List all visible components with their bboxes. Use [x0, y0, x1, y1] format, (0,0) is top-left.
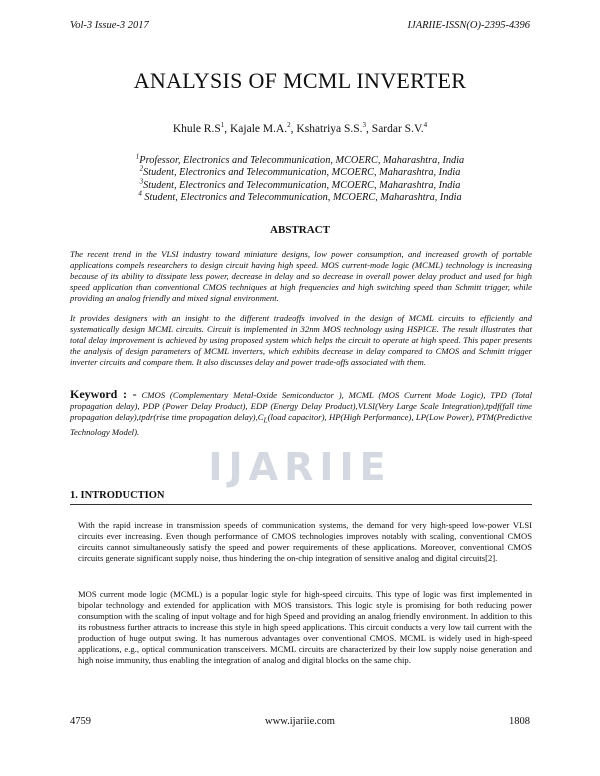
keywords-subscript: L: [263, 417, 268, 426]
affiliation-list: [0, 152, 600, 205]
keywords-text: CMOS (Complementary Metal-Oxide Semiconductor ), MCML (MOS Current Mode Logic), TPD (Total propagation delay), PDP (Power Delay Product), EDP (Energy Delay Product),VLSI(Very Large Scale Integration),tpdf(fall time propagation delay),tpdr(rise time propagation delay),C: [70, 390, 532, 423]
footer-page-number: 1808: [509, 716, 530, 727]
author-sup: 1: [220, 121, 225, 130]
author-name: Kshatriya S.S.: [296, 123, 363, 135]
journal-watermark: IJARIIE: [208, 445, 392, 489]
abstract-heading: ABSTRACT: [270, 224, 330, 236]
header-issn: IJARIIE-ISSN(O)-2395-4396: [407, 20, 530, 31]
author-list: Khule $R.S^1$, Kajale M.A.$^2$, Kshatriya S.S.$^3$, Sardar S.V.$^4$: [172, 121, 428, 135]
author-sup: 3: [362, 121, 367, 130]
body-paragraph: With the rapid increase in transmission speeds of communication systems, the demand for very high-speed low-power VLSI circuits ever increasing. Even though performance of CMOS technologies improves notably with scaling, conventional CMOS circuits cannot simultaneously satisfy the speed and power requirements of these applications. Moreover, conventional CMOS circuits generate significant supply noise, thus hindering the on-chip integration of sensitive analog and digital circuits[2].: [78, 520, 532, 563]
author-sup: 2: [287, 121, 291, 130]
paper-title: ANALYSIS OF MCML INVERTER: [133, 68, 467, 93]
author-name: Kajale M.A.: [230, 123, 288, 135]
affiliation-line: $^2$Student, Electronics and Telecommunication, MCOERC, Maharashtra, India: [139, 164, 461, 179]
section-divider: [70, 504, 532, 505]
author-name: Khule R.S: [172, 123, 221, 135]
affiliation-line: $^4$ Student, Electronics and Telecommunication, MCOERC, Maharashtra, India: [138, 189, 462, 204]
footer-website: www.ijariie.com: [265, 716, 335, 727]
abstract-paragraph: The recent trend in the VLSI industry toward miniature designs, low power consumption, and increased growth of portable applications compels researchers to design circuit having high speed. MOS current-mode logic (MCML) technology is increasing because of its ability to dissipate less power, decrease in delay and so decrease in overall power delay product and used for high speed application than conventional CMOS techniques at high frequencies and high switching speed than Schmitt trigger, while providing an analog friendly and mixed signal environment.: [70, 249, 532, 303]
body-paragraph: MOS current mode logic (MCML) is a popular logic style for high-speed circuits. This type of logic was first implemented in bipolar technology and extended for application with MOS transistors. This logic style is promising for both reducing power consumption with the scaling of input voltage and for high Speed and providing an analog friendly environment. In addition to this its robustness further attracts to increase this style in high speed applications. This circuit conducts a very low tail current with the production of huge output swing. It has numerous advantages over conventional CMOS. MCML is widely used in high-speed applications, e.g., optical communication transceivers. MCML circuits are characterized by their low supply noise generation and high noise immunity, thus enabling the integration of analog and digital blocks on the same chip.: [78, 589, 532, 665]
author-name: Sardar S.V.: [371, 123, 424, 135]
keywords: [70, 389, 532, 439]
section-heading: 1. INTRODUCTION: [70, 490, 165, 501]
footer-article-number: 4759: [70, 716, 91, 727]
affiliation-line: $^1$Professor, Electronics and Telecommunication, MCOERC, Maharashtra, India: [135, 152, 465, 166]
affiliation-line: $^3$Student, Electronics and Telecommunication, MCOERC, Maharashtra, India: [139, 177, 461, 191]
keywords-text: (load capacitor), HP(High Performance), LP(Low Power), PTM(Predictive Technology Model).: [70, 412, 532, 438]
author-sup: 4: [423, 121, 428, 130]
keywords-label: Keyword : -: [70, 387, 137, 401]
header-volume: Vol-3 Issue-3 2017: [70, 20, 149, 31]
abstract-paragraph: It provides designers with an insight to the different tradeoffs involved in the design of MCML circuits to efficiently and systematically design MCML circuits. Circuit is implemented in 32nm MOS technology using HSPICE. The result illustrates that total delay improvement is achieved by using proposed system which helps the circuit to operate at high speed. This paper presents the analysis of design parameters of MCML inverters, which exhibits decrease in delay compared to CMOS and Schmitt trigger inverter circuits and compare them. It also discusses delay and power trade-offs associated with them.: [70, 313, 532, 367]
